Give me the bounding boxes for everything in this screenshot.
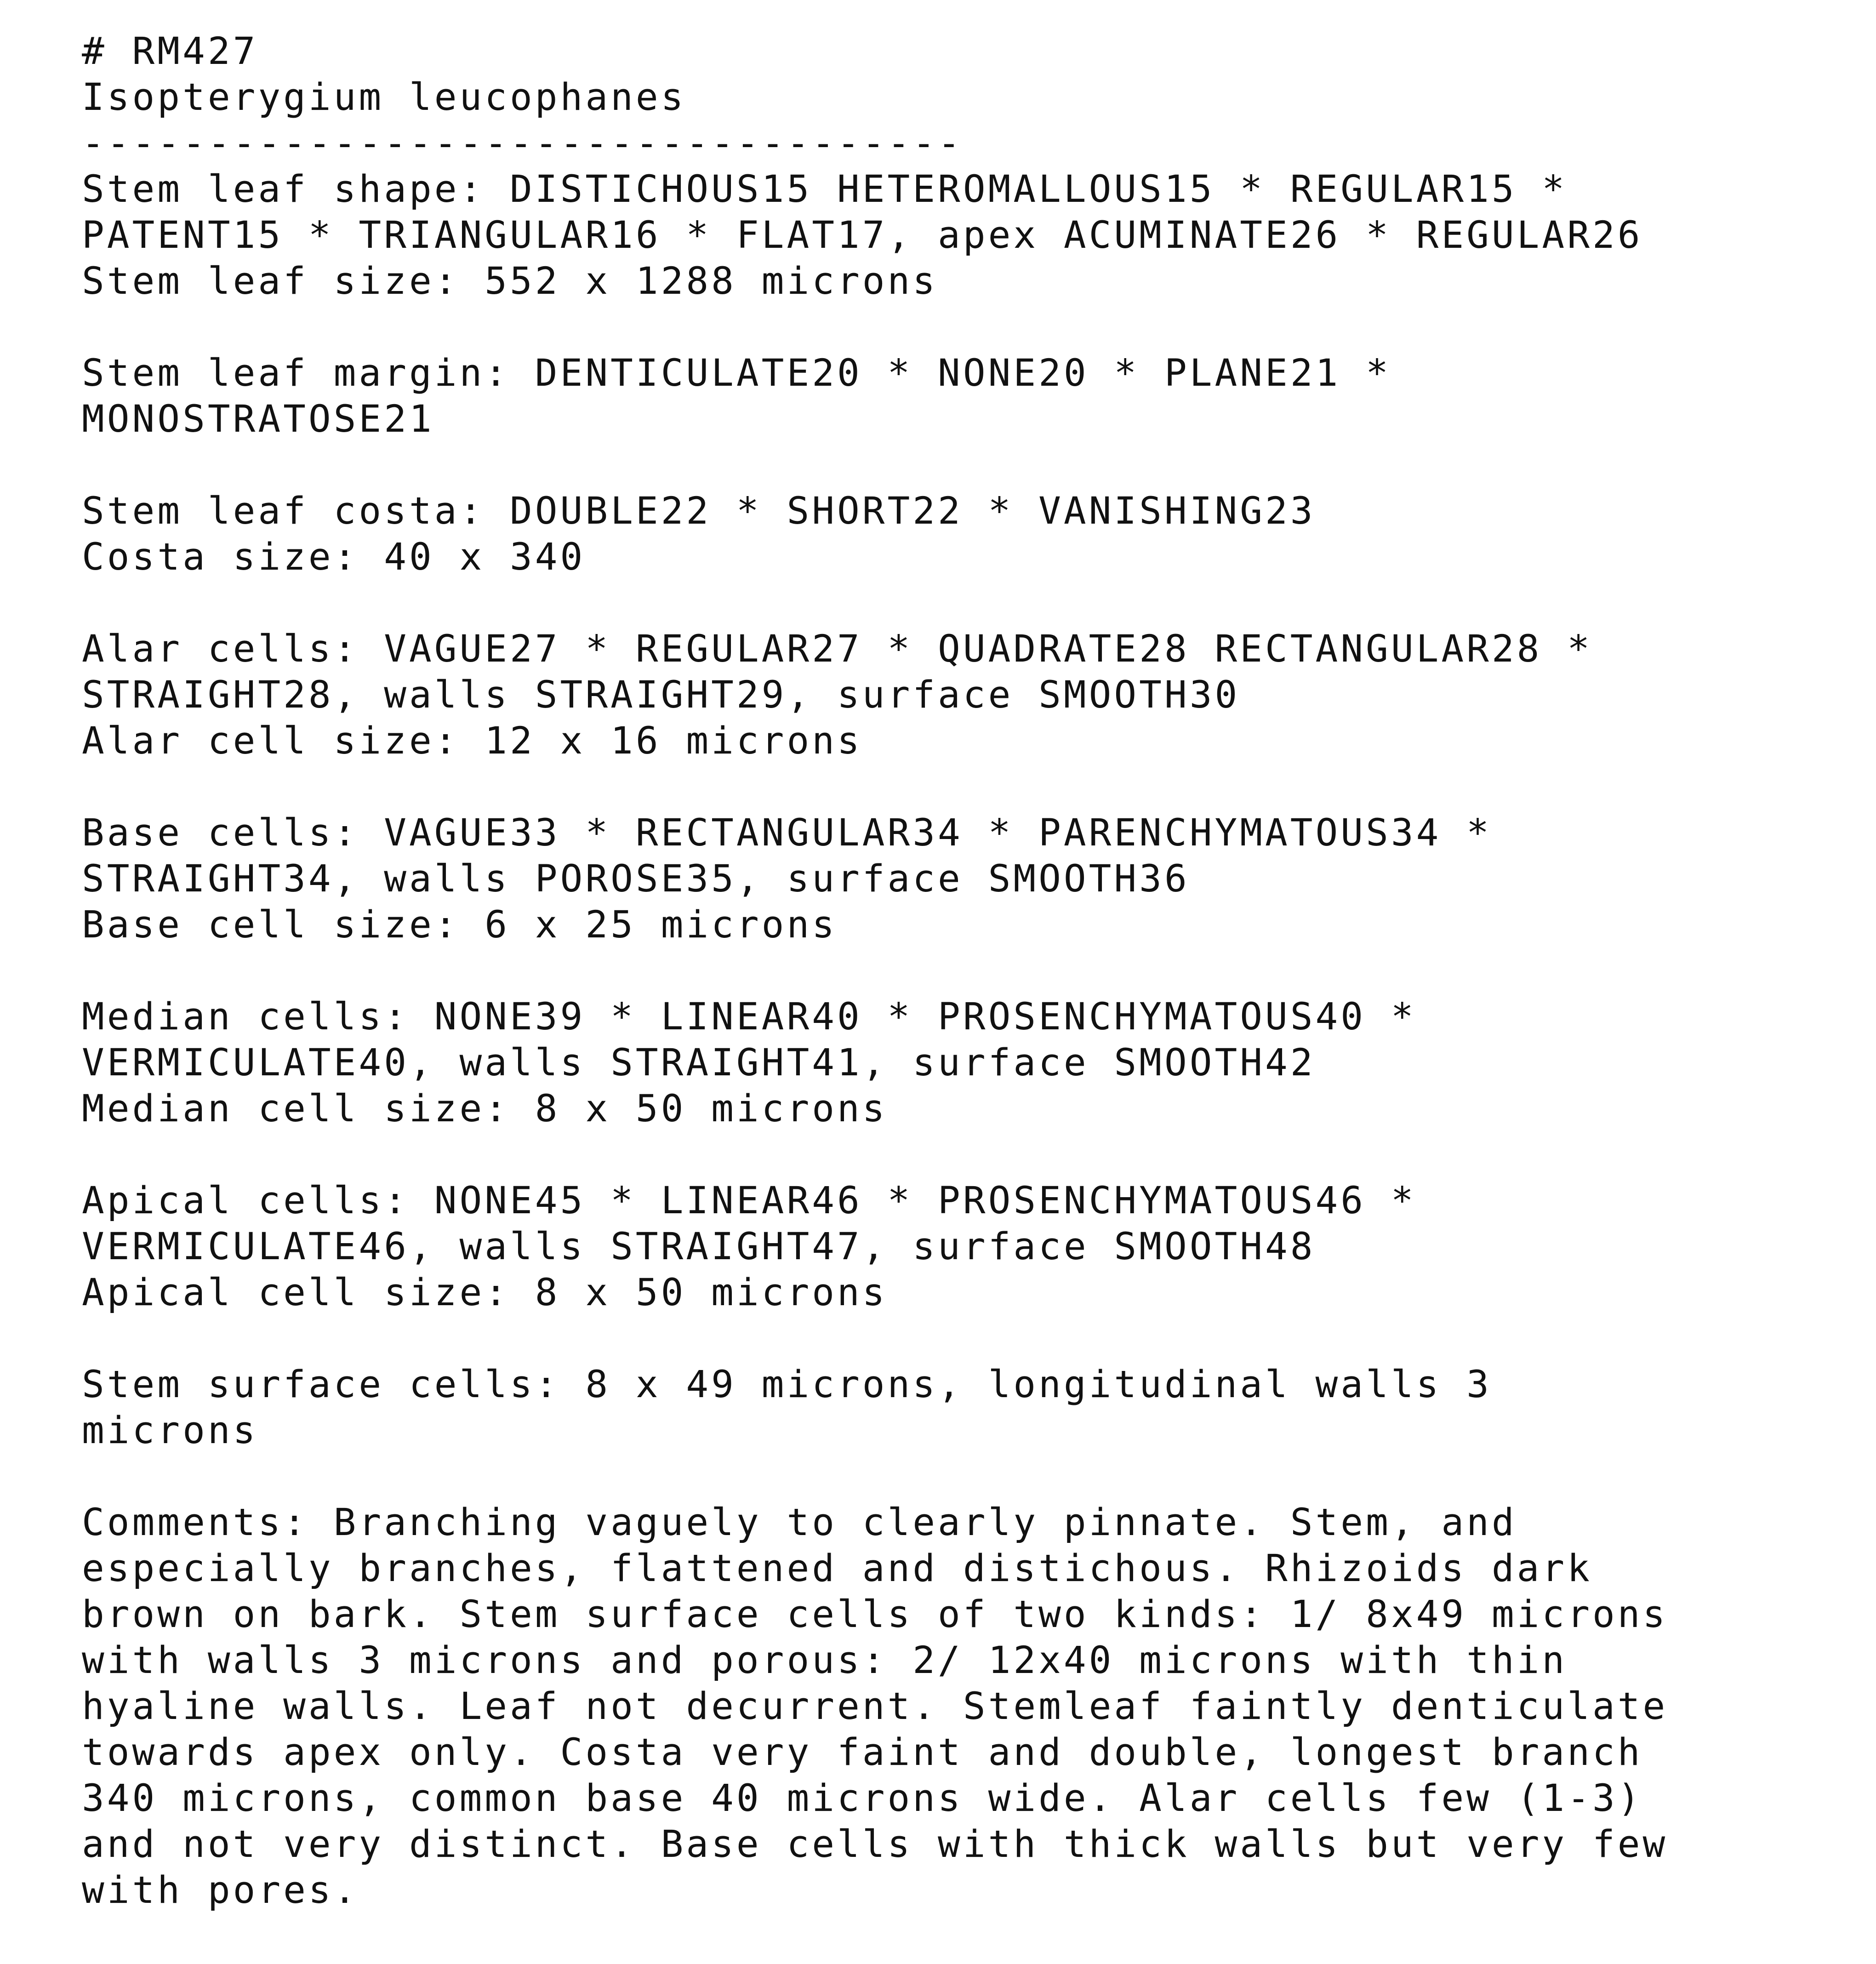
spacer bbox=[82, 764, 1856, 810]
spacer bbox=[82, 1454, 1856, 1500]
text-line: with walls 3 microns and porous: 2/ 12x40 microns with thin bbox=[82, 1639, 1568, 1682]
text-line: Stem leaf size: 552 x 1288 microns bbox=[82, 260, 938, 303]
spacer bbox=[82, 948, 1856, 994]
section-comments bbox=[82, 1500, 1856, 1913]
text-line: microns bbox=[82, 1409, 258, 1452]
text-line: STRAIGHT34, walls POROSE35, surface SMOOTH36 bbox=[82, 857, 1190, 901]
text-line: especially branches, flattened and distichous. Rhizoids dark bbox=[82, 1547, 1592, 1590]
text-line: towards apex only. Costa very faint and double, longest branch bbox=[82, 1731, 1643, 1774]
section-stem-leaf-shape bbox=[82, 166, 1856, 304]
text-line: Comments: Branching vaguely to clearly pinnate. Stem, and bbox=[82, 1501, 1517, 1544]
section-stem-leaf-margin bbox=[82, 350, 1856, 442]
text-line: Stem leaf shape: DISTICHOUS15 HETEROMALLOUS15 * REGULAR15 * bbox=[82, 168, 1568, 211]
text-line: VERMICULATE40, walls STRAIGHT41, surface SMOOTH42 bbox=[82, 1041, 1316, 1085]
spacer bbox=[82, 442, 1856, 488]
spacer bbox=[82, 1132, 1856, 1178]
text-line: Stem leaf margin: DENTICULATE20 * NONE20 * PLANE21 * bbox=[82, 352, 1391, 395]
text-line: Alar cells: VAGUE27 * REGULAR27 * QUADRATE28 RECTANGULAR28 * bbox=[82, 628, 1592, 671]
section-stem-surface-cells bbox=[82, 1362, 1856, 1454]
text-line: PATENT15 * TRIANGULAR16 * FLAT17, apex ACUMINATE26 * REGULAR26 bbox=[82, 214, 1643, 257]
text-line: Costa size: 40 x 340 bbox=[82, 536, 586, 579]
text-line: with pores. bbox=[82, 1869, 359, 1912]
text-line: Apical cell size: 8 x 50 microns bbox=[82, 1271, 888, 1314]
spacer bbox=[82, 1316, 1856, 1362]
specimen-record bbox=[82, 29, 1856, 1913]
spacer bbox=[82, 304, 1856, 350]
separator-rule: ----------------------------------- bbox=[82, 122, 963, 165]
section-base-cells bbox=[82, 810, 1856, 948]
text-line: Alar cell size: 12 x 16 microns bbox=[82, 719, 862, 763]
species-name: Isopterygium leucophanes bbox=[82, 76, 686, 119]
text-line: brown on bark. Stem surface cells of two kinds: 1/ 8x49 microns bbox=[82, 1593, 1668, 1636]
record-id: # RM427 bbox=[82, 30, 258, 73]
text-line: Apical cells: NONE45 * LINEAR46 * PROSENCHYMATOUS46 * bbox=[82, 1179, 1416, 1222]
text-line: STRAIGHT28, walls STRAIGHT29, surface SMOOTH30 bbox=[82, 674, 1240, 717]
text-line: 340 microns, common base 40 microns wide. Alar cells few (1-3) bbox=[82, 1777, 1643, 1820]
text-line: hyaline walls. Leaf not decurrent. Stemleaf faintly denticulate bbox=[82, 1685, 1668, 1728]
section-alar-cells bbox=[82, 626, 1856, 764]
text-line: MONOSTRATOSE21 bbox=[82, 398, 434, 441]
section-apical-cells bbox=[82, 1178, 1856, 1316]
text-line: Stem surface cells: 8 x 49 microns, longitudinal walls 3 bbox=[82, 1363, 1492, 1406]
spacer bbox=[82, 580, 1856, 626]
text-line: and not very distinct. Base cells with thick walls but very few bbox=[82, 1823, 1668, 1866]
text-line: Median cell size: 8 x 50 microns bbox=[82, 1087, 888, 1130]
text-line: Base cells: VAGUE33 * RECTANGULAR34 * PARENCHYMATOUS34 * bbox=[82, 811, 1492, 855]
text-line: Median cells: NONE39 * LINEAR40 * PROSENCHYMATOUS40 * bbox=[82, 995, 1416, 1039]
text-line: VERMICULATE46, walls STRAIGHT47, surface SMOOTH48 bbox=[82, 1225, 1316, 1268]
section-stem-leaf-costa bbox=[82, 488, 1856, 580]
text-line: Base cell size: 6 x 25 microns bbox=[82, 903, 837, 947]
text-line: Stem leaf costa: DOUBLE22 * SHORT22 * VANISHING23 bbox=[82, 490, 1316, 533]
section-median-cells bbox=[82, 994, 1856, 1132]
